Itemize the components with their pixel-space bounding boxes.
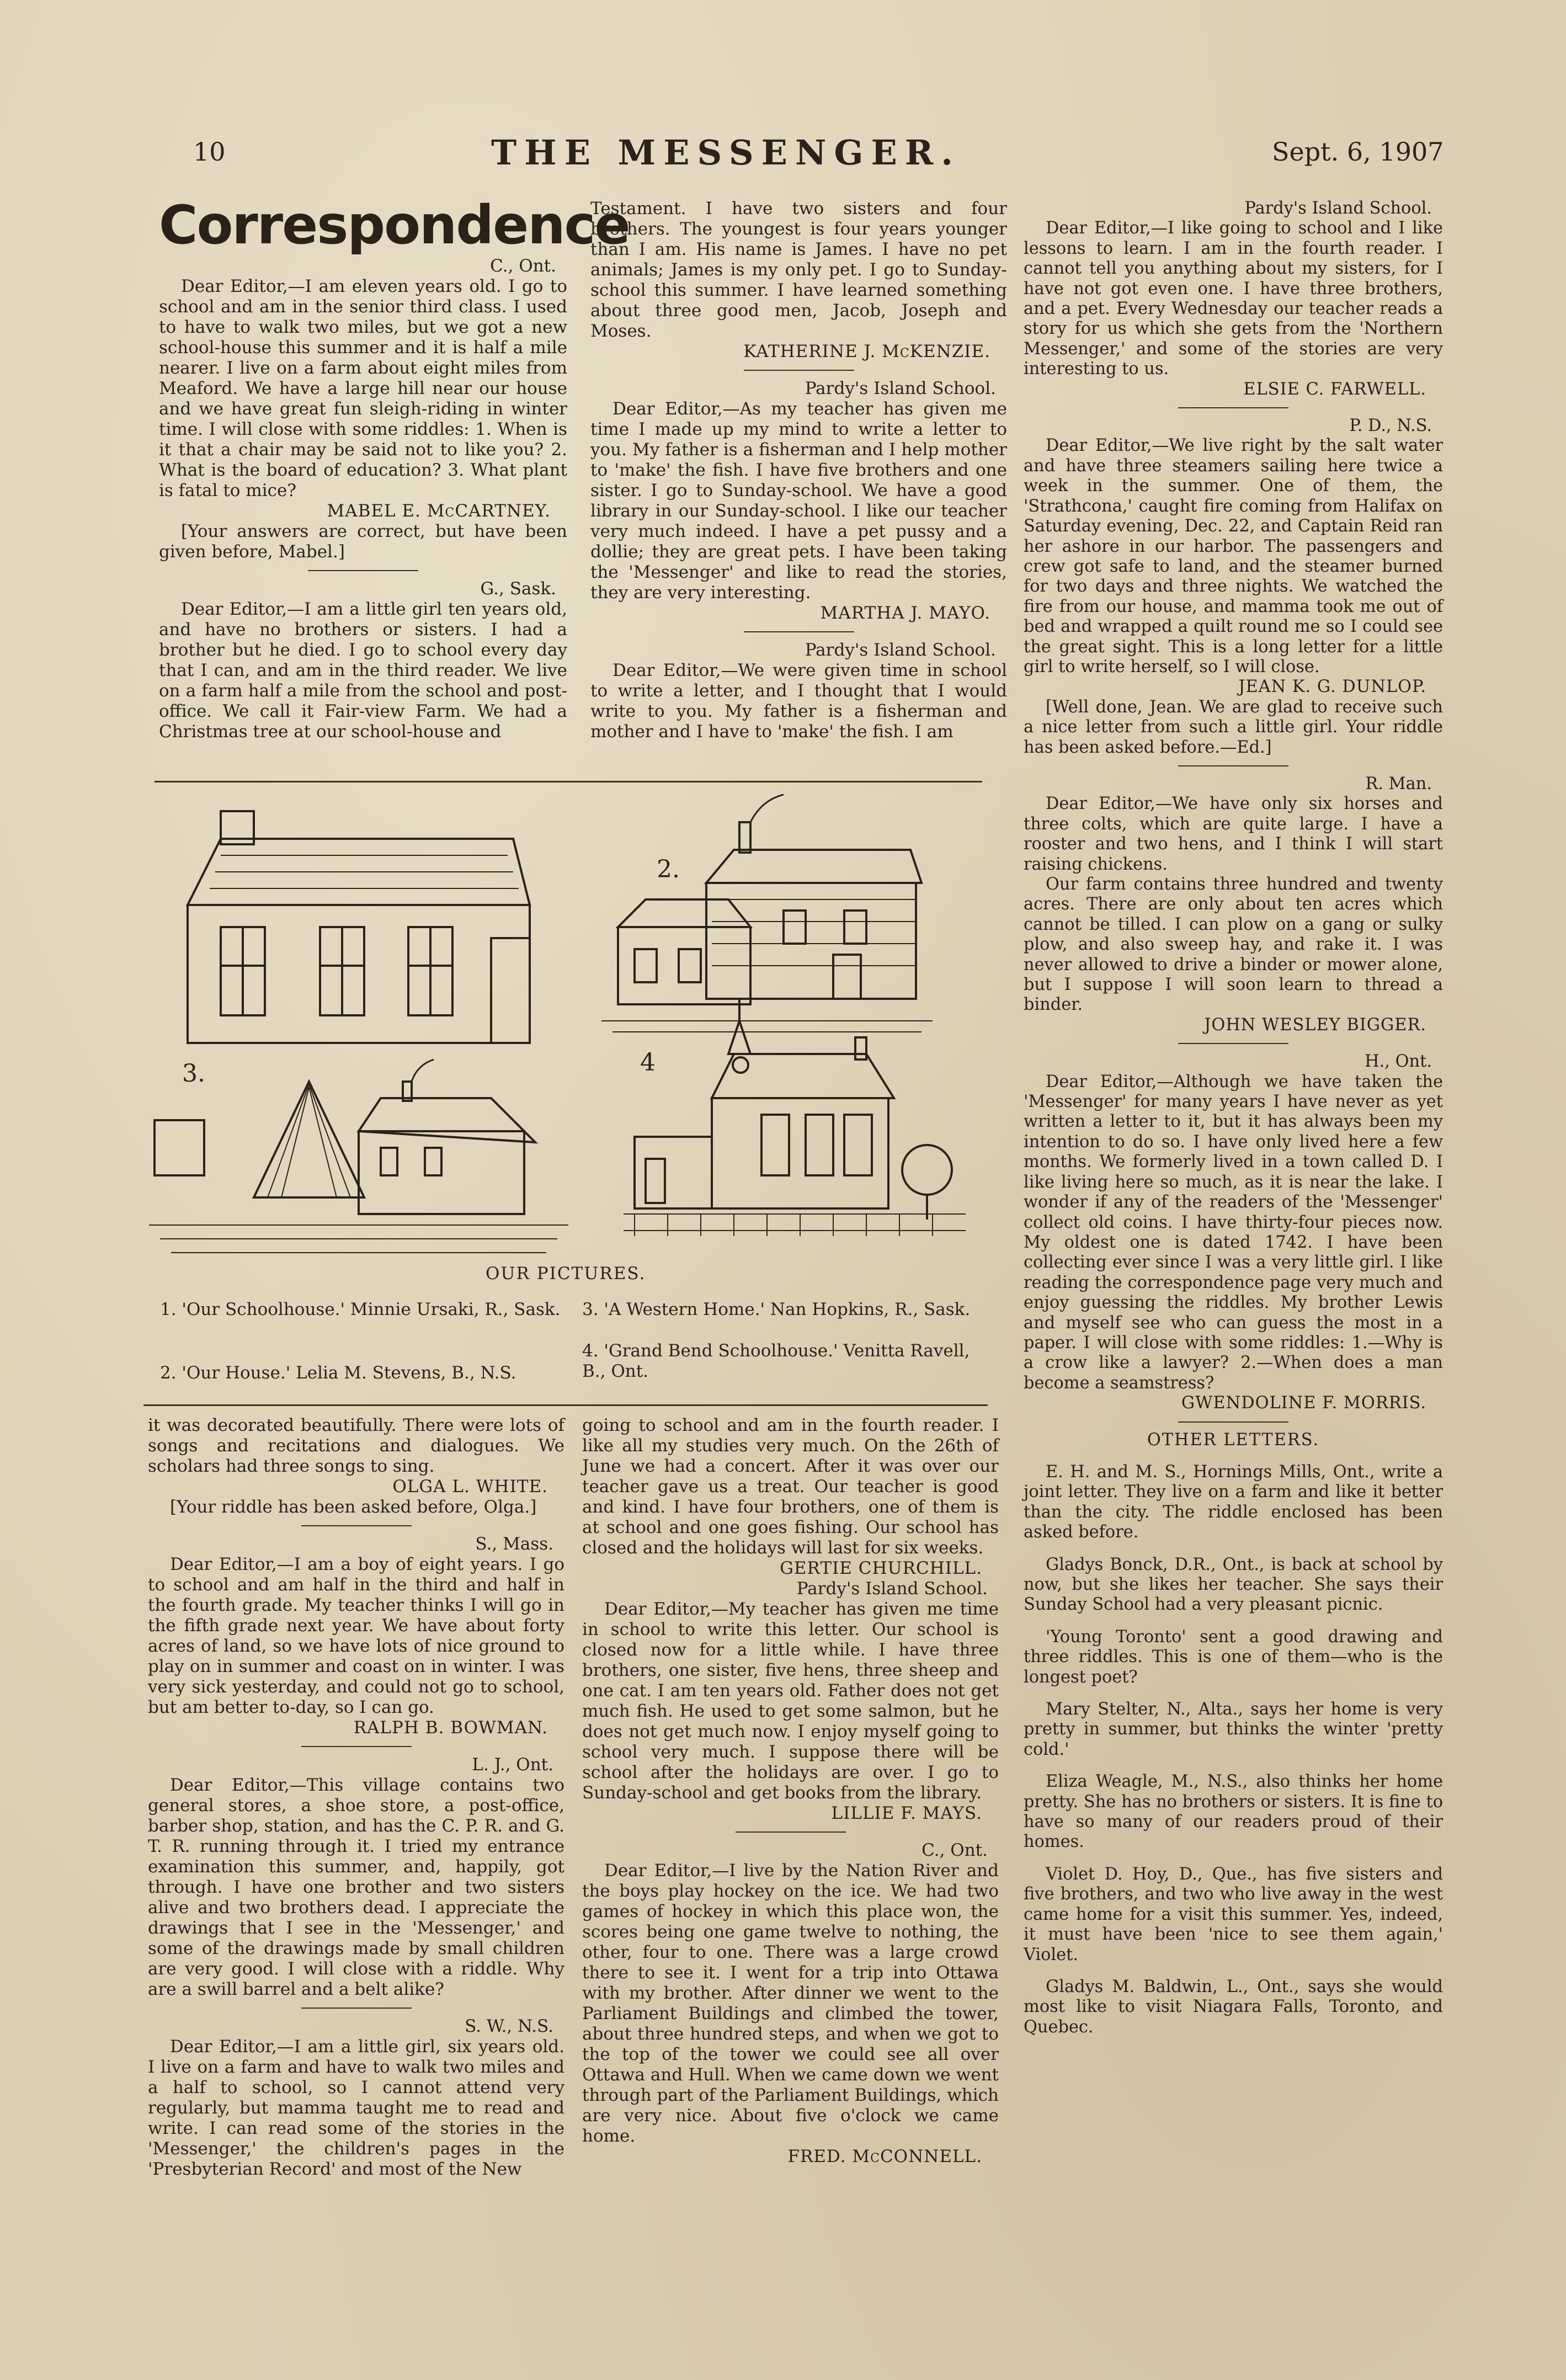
column-1-bottom: [148, 1415, 564, 2180]
letter-signature: MABEL E. McCARTNEY.: [327, 501, 551, 521]
picture-label: 3.: [182, 1059, 205, 1088]
short-letter: Gladys M. Baldwin, L., Ont., says she would most like to visit Niagara Falls, Toronto, and Quebec.: [1024, 1977, 1443, 2037]
letter-place: Pardy's Island School.: [805, 640, 996, 660]
masthead-title: THE MESSENGER.: [491, 132, 961, 173]
picture-caption: 4. 'Grand Bend Schoolhouse.' Venitta Ravell, B., Ont.: [582, 1341, 970, 1381]
letter-body: Dear Editor,—I live by the Nation River and the boys play hockey on the ice. We had two games of hockey in which this place won, the scores being one game twelve to nothing, the other, four to one. There was a large crowd there to see it. I went for a trip into Ottawa with my brother. After dinner we went to the Parliament Buildings and climbed the tower, about three hundred steps, and when we got to the top of the tower we could see all over Ottawa and Hull. When we came down we went through part of the Parliament Buildings, which are very nice. About five o'clock we came home.: [582, 1861, 999, 2146]
letter-signature: FRED. McCONNELL.: [787, 2147, 982, 2166]
divider: [1178, 1421, 1288, 1423]
letter-continuation: it was decorated beautifully. There were lots of songs and recitations and dialogues. We scholars had three songs to sing.: [148, 1415, 564, 1476]
letter-body: Dear Editor,—I am a little girl, six years old. I live on a farm and have to walk two miles and a half to school, so I cannot attend very regularly, but mamma taught me to read and write. I can read some of the stories in the 'Messenger,' the children's pages in the 'Presbyterian Record' and most of the New: [148, 2037, 564, 2179]
picture-caption: 1. 'Our Schoolhouse.' Minnie Ursaki, R., Sask.: [160, 1300, 561, 1319]
other-letters-heading: OTHER LETTERS.: [1147, 1430, 1320, 1450]
letter-signature: LILLIE F. MAYS.: [831, 1803, 982, 1823]
section-title: Correspondence: [159, 194, 630, 256]
letter-place: Pardy's Island School.: [796, 1579, 988, 1599]
letter-continuation: Testament. I have two sisters and four brothers. The youngest is four years younger than I am. His name is James. I have no pet animals; James is my only pet. I go to Sunday-school this summer. I have learned something about three good men, Jacob, Joseph and Moses.: [590, 199, 1007, 341]
issue-date: Sept. 6, 1907: [1272, 137, 1444, 167]
pictures-caption-title: OUR PICTURES.: [486, 1264, 646, 1284]
page-number: 10: [193, 137, 226, 167]
letter-signature: JOHN WESLEY BIGGER.: [1204, 1015, 1426, 1035]
letter-body: Dear Editor,—I like going to school and I like lessons to learn. I am in the fourth reader. I cannot tell you anything about my sisters, for I have not got even one. I have three brothers, and a pet. Every Wednesday our teacher reads a story for us which she gets from the 'Northern Messenger,' and some of the stories are very interesting to us.: [1024, 219, 1443, 379]
letter-body: Dear Editor,—We have only six horses and three colts, which are quite large. I have a rooster and two hens, and I think I will start raising chickens.: [1024, 794, 1443, 874]
children-drawings: [149, 789, 982, 1269]
letter-place: L. J., Ont.: [472, 1755, 553, 1775]
letter-continuation: going to school and am in the fourth reader. I like all my studies very much. On the 26th of June we had a concert. After it was over our teacher gave us a treat. Our teacher is good and kind. I have four brothers, one of them is at school and one goes fishing. Our school has closed and the holidays will last for six weeks.: [582, 1415, 999, 1558]
letter-place: C., Ont.: [490, 256, 556, 276]
letter-body: Dear Editor,—We live right by the salt water and have three steamers sailing here twice a week in the summer. One of them, the 'Strathcona,' caught fire coming from Halifax on Saturday evening, Dec. 22, and Captain Reid ran her ashore in our harbor. The passengers and crew got safe to land, and the steamer burned for two days and three nights. We watched the fire from our house, and mamma took me out of bed and wrapped a quilt round me so I could see the great sight. This is a long letter for a little girl to write herself, so I will close.: [1024, 436, 1443, 677]
letter-body: Our farm contains three hundred and twenty acres. There are only about ten acres which cannot be tilled. I can plow on a gang or sulky plow, and also sweep hay, and rake it. I was never allowed to drive a binder or mower alone, but I suppose I will soon learn to thread a binder.: [1024, 875, 1443, 1015]
column-3: [1024, 199, 1443, 2037]
drawing-schoolhouse: [188, 811, 530, 1043]
letter-body: Dear Editor,—As my teacher has given me time I made up my mind to write a letter to you. My father is a fisherman and I help mother to 'make' the fish. I have five brothers and one sister. I go to Sunday-school. We have a good library in our Sunday-school. I like our teacher very much indeed. I have a pet pussy and a dollie; they are great pets. I have been taking the 'Messenger' and like to read the stories, they are very interesting.: [590, 399, 1007, 603]
picture-caption: 3. 'A Western Home.' Nan Hopkins, R., Sask.: [582, 1300, 971, 1319]
letter-body: Dear Editor,—I am eleven years old. I go to school and am in the senior third class. I used to have to walk two miles, but we got a new school-house this summer and it is half a mile nearer. I live on a farm about eight miles from Meaford. We have a large hill near our house and we have great fun sleigh-riding in winter time. I will close with some riddles: 1. When is it that a chair may be said not to like you? 2. What is the board of education? 3. What plant is fatal to mice?: [159, 276, 567, 501]
column-2-top: [590, 199, 1007, 742]
letter-signature: GWENDOLINE F. MORRIS.: [1181, 1393, 1426, 1413]
picture-label: 2.: [657, 855, 680, 883]
letter-body: Dear Editor,—This village contains two general stores, a shoe store, a post-office, barber shop, station, and has the C. P. R. and G. T. R. running through it. I tried my entrance examination this summer, and, happily, got through. I have one brother and two sisters alive and two brothers dead. I appreciate the drawings that I see in the 'Messenger,' and some of the drawings made by small children are very good. I will close with a riddle. Why are a swill barrel and a belt alike?: [148, 1775, 564, 1999]
divider: [301, 1746, 412, 1747]
short-letter: Eliza Weagle, M., N.S., also thinks her home pretty. She has no brothers or sisters. It is fine to have so many of our readers proud of their homes.: [1024, 1772, 1443, 1852]
divider: [736, 1831, 846, 1833]
divider: [744, 370, 854, 371]
short-letter: Gladys Bonck, D.R., Ont., is back at school by now, but she likes her teacher. She says their Sunday School had a very pleasant picnic.: [1024, 1554, 1443, 1615]
section-rule: [143, 1404, 988, 1406]
letter-signature: MARTHA J. MAYO.: [820, 603, 990, 623]
letter-signature: OLGA L. WHITE.: [392, 1477, 548, 1497]
letter-place: G., Sask.: [480, 579, 556, 599]
drawing-western-home: [149, 1059, 568, 1253]
divider: [1178, 765, 1288, 766]
letter-place: Pardy's Island School.: [805, 379, 996, 398]
divider: [744, 631, 854, 632]
letter-signature: RALPH B. BOWMAN.: [353, 1718, 548, 1738]
letter-body: Dear Editor,—I am a little girl ten years old, and have no brothers or sisters. I had a brother but he died. I go to school every day that I can, and am in the third reader. We live on a farm half a mile from the school and post-office. We call it Fair-view Farm. We had a Christmas tree at our school-house and: [159, 599, 567, 742]
column-1-top: [159, 194, 630, 742]
letter-signature: JEAN K. G. DUNLOP.: [1238, 677, 1426, 697]
letter-place: P. D., N.S.: [1349, 416, 1432, 436]
letter-place: R. Man.: [1365, 774, 1432, 794]
drawing-house: [601, 795, 933, 1032]
short-letter: E. H. and M. S., Hornings Mills, Ont., write a joint letter. They live on a farm and like it better than the city. The riddle enclosed has been asked before.: [1024, 1462, 1443, 1542]
short-letter: 'Young Toronto' sent a good drawing and three riddles. This is one of them—who is the longest poet?: [1024, 1627, 1443, 1687]
editor-note: [Your answers are correct, but have been given before, Mabel.]: [159, 521, 567, 562]
letter-place: H., Ont.: [1365, 1052, 1432, 1072]
letter-signature: GERTIE CHURCHILL.: [780, 1558, 982, 1578]
letter-signature: KATHERINE J. McKENZIE.: [743, 342, 990, 361]
letter-place: C., Ont.: [922, 1840, 988, 1860]
picture-caption: 2. 'Our House.' Lelia M. Stevens, B., N.S.: [160, 1363, 516, 1383]
section-rule: [155, 781, 982, 782]
picture-label: 4: [640, 1048, 656, 1077]
divider: [301, 2008, 412, 2009]
divider: [1178, 1043, 1288, 1044]
drawing-grand-bend-schoolhouse: [624, 999, 966, 1236]
divider: [1178, 407, 1288, 408]
divider: [301, 1525, 412, 1526]
letter-place: Pardy's Island School.: [1244, 199, 1432, 218]
letter-signature: ELSIE C. FARWELL.: [1243, 379, 1426, 399]
letter-body: Dear Editor,—Although we have taken the 'Messenger' for many years I have never as yet written a letter to it, but it has always been my intention to do so. I have only lived here a few months. We formerly lived in a town called D. I like living here so much, as it is near the lake. I wonder if any of the readers of the 'Messenger' collect old coins. I have thirty-four pieces now. My oldest one is dated 1742. I have been collecting ever since I was a very little girl. I like reading the correspondence page very much and enjoy guessing the riddles. My brother Lewis and myself see who can guess the most in a paper. I will close with some riddles: 1.—Why is a crow like a lawyer? 2.—When does a man become a seamstress?: [1024, 1072, 1443, 1393]
divider: [308, 570, 418, 571]
letter-place: S., Mass.: [475, 1534, 553, 1554]
letter-body: Dear Editor,—We were given time in school to write a letter, and I thought that I would write to you. My father is a fisherman and mother and I have to 'make' the fish. I am: [590, 661, 1007, 742]
letter-body: Dear Editor,—My teacher has given me time in school to write this letter. Our school is closed now for a little while. I have three brothers, one sister, five hens, three sheep and one cat. I am ten years old. Father does not get much fish. He used to get some salmon, but he does not get much now. I enjoy myself going to school very much. I suppose there will be school after the holidays are over. I go to Sunday-school and get books from the library.: [582, 1599, 999, 1803]
letter-place: S. W., N.S.: [465, 2016, 553, 2036]
column-2-bottom: [582, 1415, 999, 2167]
editor-note: [Well done, Jean. We are glad to receive such a nice letter from such a little girl. Your riddle has been asked before.—Ed.]: [1024, 697, 1443, 757]
short-letter: Violet D. Hoy, D., Que., has five sisters and five brothers, and two who live away in the west came home for a visit this summer. Yes, indeed, it must have been 'nice to see them again,' Violet.: [1024, 1864, 1443, 1964]
short-letter: Mary Stelter, N., Alta., says her home is very pretty in summer, but thinks the winter 'pretty cold.': [1024, 1700, 1443, 1759]
editor-note: [Your riddle has been asked before, Olga.]: [170, 1497, 537, 1517]
letter-body: Dear Editor,—I am a boy of eight years. I go to school and am half in the third and half in the fourth grade. My teacher thinks I will go in the fifth grade next year. We have about forty acres of land, so we have lots of nice ground to play on in summer and coast on in winter. I was very sick yesterday, and could not go to school, but am better to-day, so I can go.: [148, 1554, 564, 1717]
